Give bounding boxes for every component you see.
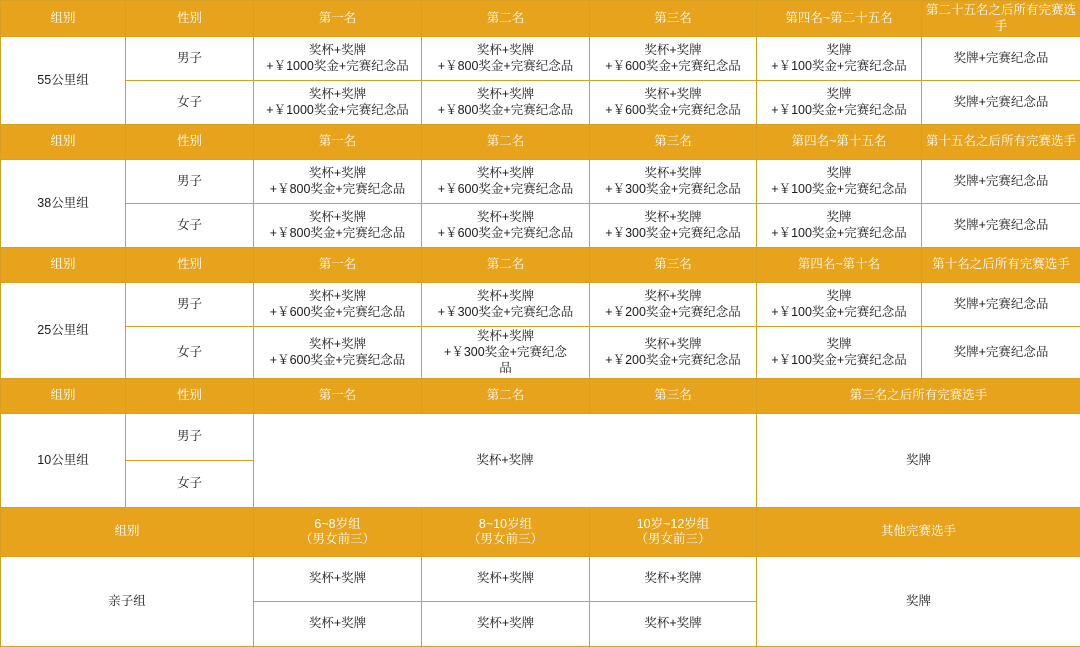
prize-cell-first: 奖杯+奖牌 +￥1000奖金+完赛纪念品	[254, 37, 422, 81]
header-cell-second: 第二名	[422, 125, 590, 160]
header-cell-second: 第二名	[422, 248, 590, 283]
group-label-38km: 38公里组	[1, 160, 126, 248]
sex-label-female: 女子	[126, 81, 254, 125]
prize-cell-range: 奖牌 +￥100奖金+完赛纪念品	[757, 81, 922, 125]
sex-label-male: 男子	[126, 283, 254, 327]
header-cell-group: 组别	[1, 379, 126, 414]
prize-cell-rest: 奖牌+完赛纪念品	[922, 283, 1080, 327]
header-cell-group: 组别	[1, 508, 254, 557]
sex-label-male: 男子	[126, 160, 254, 204]
header-cell-sex: 性别	[126, 1, 254, 37]
group-label-55km: 55公里组	[1, 37, 126, 125]
prize-cell-merged-rest: 奖牌	[757, 557, 1080, 647]
table-row	[1, 37, 1080, 81]
section-header-25km	[1, 248, 1080, 283]
prize-cell-first: 奖杯+奖牌 +￥600奖金+完赛纪念品	[254, 327, 422, 379]
group-label-family: 亲子组	[1, 557, 254, 647]
prize-cell-age-6-8: 奖杯+奖牌	[254, 557, 422, 602]
table-row	[1, 204, 1080, 248]
table-row	[1, 414, 1080, 461]
prize-cell-second: 奖杯+奖牌 +￥600奖金+完赛纪念品	[422, 204, 590, 248]
group-label-10km: 10公里组	[1, 414, 126, 508]
prize-cell-range: 奖牌 +￥100奖金+完赛纪念品	[757, 283, 922, 327]
prize-cell-rest: 奖牌+完赛纪念品	[922, 81, 1080, 125]
prize-cell-third: 奖杯+奖牌 +￥200奖金+完赛纪念品	[590, 283, 757, 327]
prize-cell-second: 奖杯+奖牌 +￥800奖金+完赛纪念品	[422, 81, 590, 125]
section-header-55km	[1, 1, 1080, 37]
table-row	[1, 283, 1080, 327]
section-header-10km	[1, 379, 1080, 414]
prize-cell-range: 奖牌 +￥100奖金+完赛纪念品	[757, 37, 922, 81]
header-cell-third: 第三名	[590, 379, 757, 414]
header-cell-rest: 第三名之后所有完赛选手	[757, 379, 1080, 414]
prize-cell-age-6-8: 奖杯+奖牌	[254, 602, 422, 647]
prize-cell-age-10-12: 奖杯+奖牌	[590, 602, 757, 647]
header-cell-third: 第三名	[590, 125, 757, 160]
prize-cell-range: 奖牌 +￥100奖金+完赛纪念品	[757, 327, 922, 379]
header-cell-sex: 性别	[126, 379, 254, 414]
prize-cell-range: 奖牌 +￥100奖金+完赛纪念品	[757, 160, 922, 204]
prize-cell-rest: 奖牌+完赛纪念品	[922, 160, 1080, 204]
header-cell-sex: 性别	[126, 248, 254, 283]
prize-cell-third: 奖杯+奖牌 +￥600奖金+完赛纪念品	[590, 81, 757, 125]
header-cell-sex: 性别	[126, 125, 254, 160]
header-cell-range: 第四名~第二十五名	[757, 1, 922, 37]
header-cell-rest: 第二十五名之后所有完赛选手	[922, 1, 1080, 37]
table-row	[1, 160, 1080, 204]
prize-cell-third: 奖杯+奖牌 +￥200奖金+完赛纪念品	[590, 327, 757, 379]
prize-cell-age-8-10: 奖杯+奖牌	[422, 557, 590, 602]
section-header-family	[1, 508, 1080, 557]
table-row	[1, 557, 1080, 602]
header-cell-third: 第三名	[590, 1, 757, 37]
sex-label-female: 女子	[126, 204, 254, 248]
prize-cell-rest: 奖牌+完赛纪念品	[922, 37, 1080, 81]
sex-label-male: 男子	[126, 414, 254, 461]
prize-cell-first: 奖杯+奖牌 +￥600奖金+完赛纪念品	[254, 283, 422, 327]
header-cell-rest: 其他完赛选手	[757, 508, 1080, 557]
prize-cell-range: 奖牌 +￥100奖金+完赛纪念品	[757, 204, 922, 248]
section-header-38km	[1, 125, 1080, 160]
header-cell-first: 第一名	[254, 248, 422, 283]
prize-cell-merged-rest: 奖牌	[757, 414, 1080, 508]
header-cell-first: 第一名	[254, 379, 422, 414]
header-cell-group: 组别	[1, 1, 126, 37]
prize-cell-first: 奖杯+奖牌 +￥1000奖金+完赛纪念品	[254, 81, 422, 125]
prize-cell-second: 奖杯+奖牌 +￥300奖金+完赛纪念品	[422, 283, 590, 327]
header-cell-group: 组别	[1, 125, 126, 160]
prize-cell-first: 奖杯+奖牌 +￥800奖金+完赛纪念品	[254, 160, 422, 204]
prize-cell-rest: 奖牌+完赛纪念品	[922, 327, 1080, 379]
prize-cell-rest: 奖牌+完赛纪念品	[922, 204, 1080, 248]
header-cell-range: 第四名~第十名	[757, 248, 922, 283]
prize-cell-second: 奖杯+奖牌 +￥300奖金+完赛纪念 品	[422, 327, 590, 379]
prize-cell-age-8-10: 奖杯+奖牌	[422, 602, 590, 647]
header-cell-second: 第二名	[422, 379, 590, 414]
table-row	[1, 327, 1080, 379]
sex-label-female: 女子	[126, 327, 254, 379]
prize-cell-age-10-12: 奖杯+奖牌	[590, 557, 757, 602]
header-cell-range: 第四名~第十五名	[757, 125, 922, 160]
group-label-25km: 25公里组	[1, 283, 126, 379]
prize-cell-second: 奖杯+奖牌 +￥800奖金+完赛纪念品	[422, 37, 590, 81]
header-cell-age-8-10: 8~10岁组 （男女前三）	[422, 508, 590, 557]
prize-cell-merged-top3: 奖杯+奖牌	[254, 414, 757, 508]
header-cell-age-6-8: 6~8岁组 （男女前三）	[254, 508, 422, 557]
sex-label-male: 男子	[126, 37, 254, 81]
sex-label-female: 女子	[126, 461, 254, 508]
header-cell-rest: 第十五名之后所有完赛选手	[922, 125, 1080, 160]
header-cell-third: 第三名	[590, 248, 757, 283]
prize-cell-third: 奖杯+奖牌 +￥300奖金+完赛纪念品	[590, 204, 757, 248]
prize-cell-third: 奖杯+奖牌 +￥600奖金+完赛纪念品	[590, 37, 757, 81]
header-cell-first: 第一名	[254, 125, 422, 160]
header-cell-first: 第一名	[254, 1, 422, 37]
header-cell-second: 第二名	[422, 1, 590, 37]
table-row	[1, 81, 1080, 125]
header-cell-rest: 第十名之后所有完赛选手	[922, 248, 1080, 283]
header-cell-group: 组别	[1, 248, 126, 283]
prize-cell-second: 奖杯+奖牌 +￥600奖金+完赛纪念品	[422, 160, 590, 204]
header-cell-age-10-12: 10岁~12岁组 （男女前三）	[590, 508, 757, 557]
prize-cell-third: 奖杯+奖牌 +￥300奖金+完赛纪念品	[590, 160, 757, 204]
prize-cell-first: 奖杯+奖牌 +￥800奖金+完赛纪念品	[254, 204, 422, 248]
